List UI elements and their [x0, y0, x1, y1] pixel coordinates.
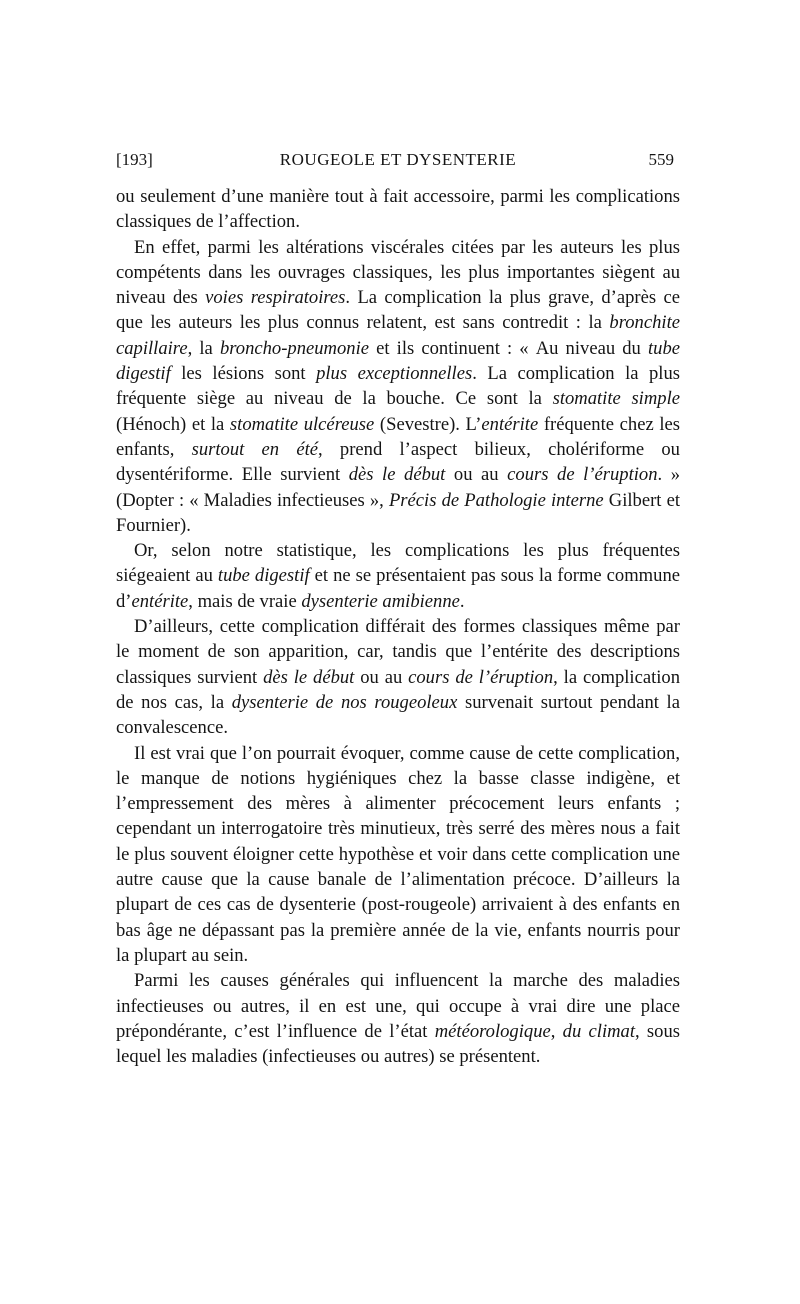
body-text — [116, 184, 680, 1069]
paragraph-4: D’ailleurs, cette complication différait des formes classiques même par le moment de son apparition, car, tandis que l’entérite des descriptions classiques survient dès le début ou au cours de l’éruption, la complication de nos cas, la dysenterie de nos rougeoleux survenait surtout pendant la convalescence. — [116, 616, 681, 739]
page-header — [116, 150, 680, 174]
running-title: ROUGEOLE ET DYSENTERIE — [279, 150, 517, 169]
paragraph-1: ou seulement d’une manière tout à fait accessoire, parmi les complications classiques de l’affection. — [116, 186, 680, 233]
paragraph-2: En effet, parmi les altérations viscérales citées par les auteurs les plus compétents dans les ouvrages classiques, les plus importantes siègent au niveau des voies respiratoires. La complication la plus grave, d’après ce que les auteurs les plus connus relatent, est sans contredit : la bronchite capillaire, la broncho-pneumonie et ils continuent : « Au niveau du tube digestif les lésions sont plus exceptionnelles. La complication la plus fréquente siège au niveau de la bouche. Ce sont la stomatite simple (Hénoch) et la stomatite ulcéreuse (Sevestre). L’entérite fréquente chez les enfants, surtout en été, prend l’aspect bilieux, cholériforme ou dysentériforme. Elle survient dès le début ou au cours de l’éruption. » (Dopter : « Maladies infectieuses », Précis de Pathologie interne Gilbert et Fournier). — [116, 236, 680, 536]
page-reference: [193] — [116, 150, 153, 169]
paragraph-3: Or, selon notre statistique, les complications les plus fréquentes siégeaient au tube digestif et ne se présentaient pas sous la forme commune d’entérite, mais de vraie dysenterie amibienne. — [116, 540, 680, 612]
paragraph-5: Il est vrai que l’on pourrait évoquer, comme cause de cette complication, le manque de notions hygiéniques chez la basse classe indigène, et l’empressement des mères à alimenter précocement leurs enfants ; cependant un interrogatoire très minutieux, très serré des mères nous a fait le plus souvent éloigner cette hypothèse et voir dans cette complication une autre cause que la cause banale de l’alimentation précoce. D’ailleurs la plupart de ces cas de dysenterie (post-rougeole) arrivaient à des enfants en bas âge ne dépassant pas la première année de la vie, enfants nourris pour la plupart au sein. — [116, 742, 680, 966]
page-number: 559 — [648, 150, 674, 169]
paragraph-6: Parmi les causes générales qui influencent la marche des maladies infectieuses ou autres, il en est une, qui occupe à vrai dire une place prépondérante, c’est l’influence de l’état météorologique, du climat, sous lequel les maladies (infectieuses ou autres) se présentent. — [116, 970, 681, 1068]
